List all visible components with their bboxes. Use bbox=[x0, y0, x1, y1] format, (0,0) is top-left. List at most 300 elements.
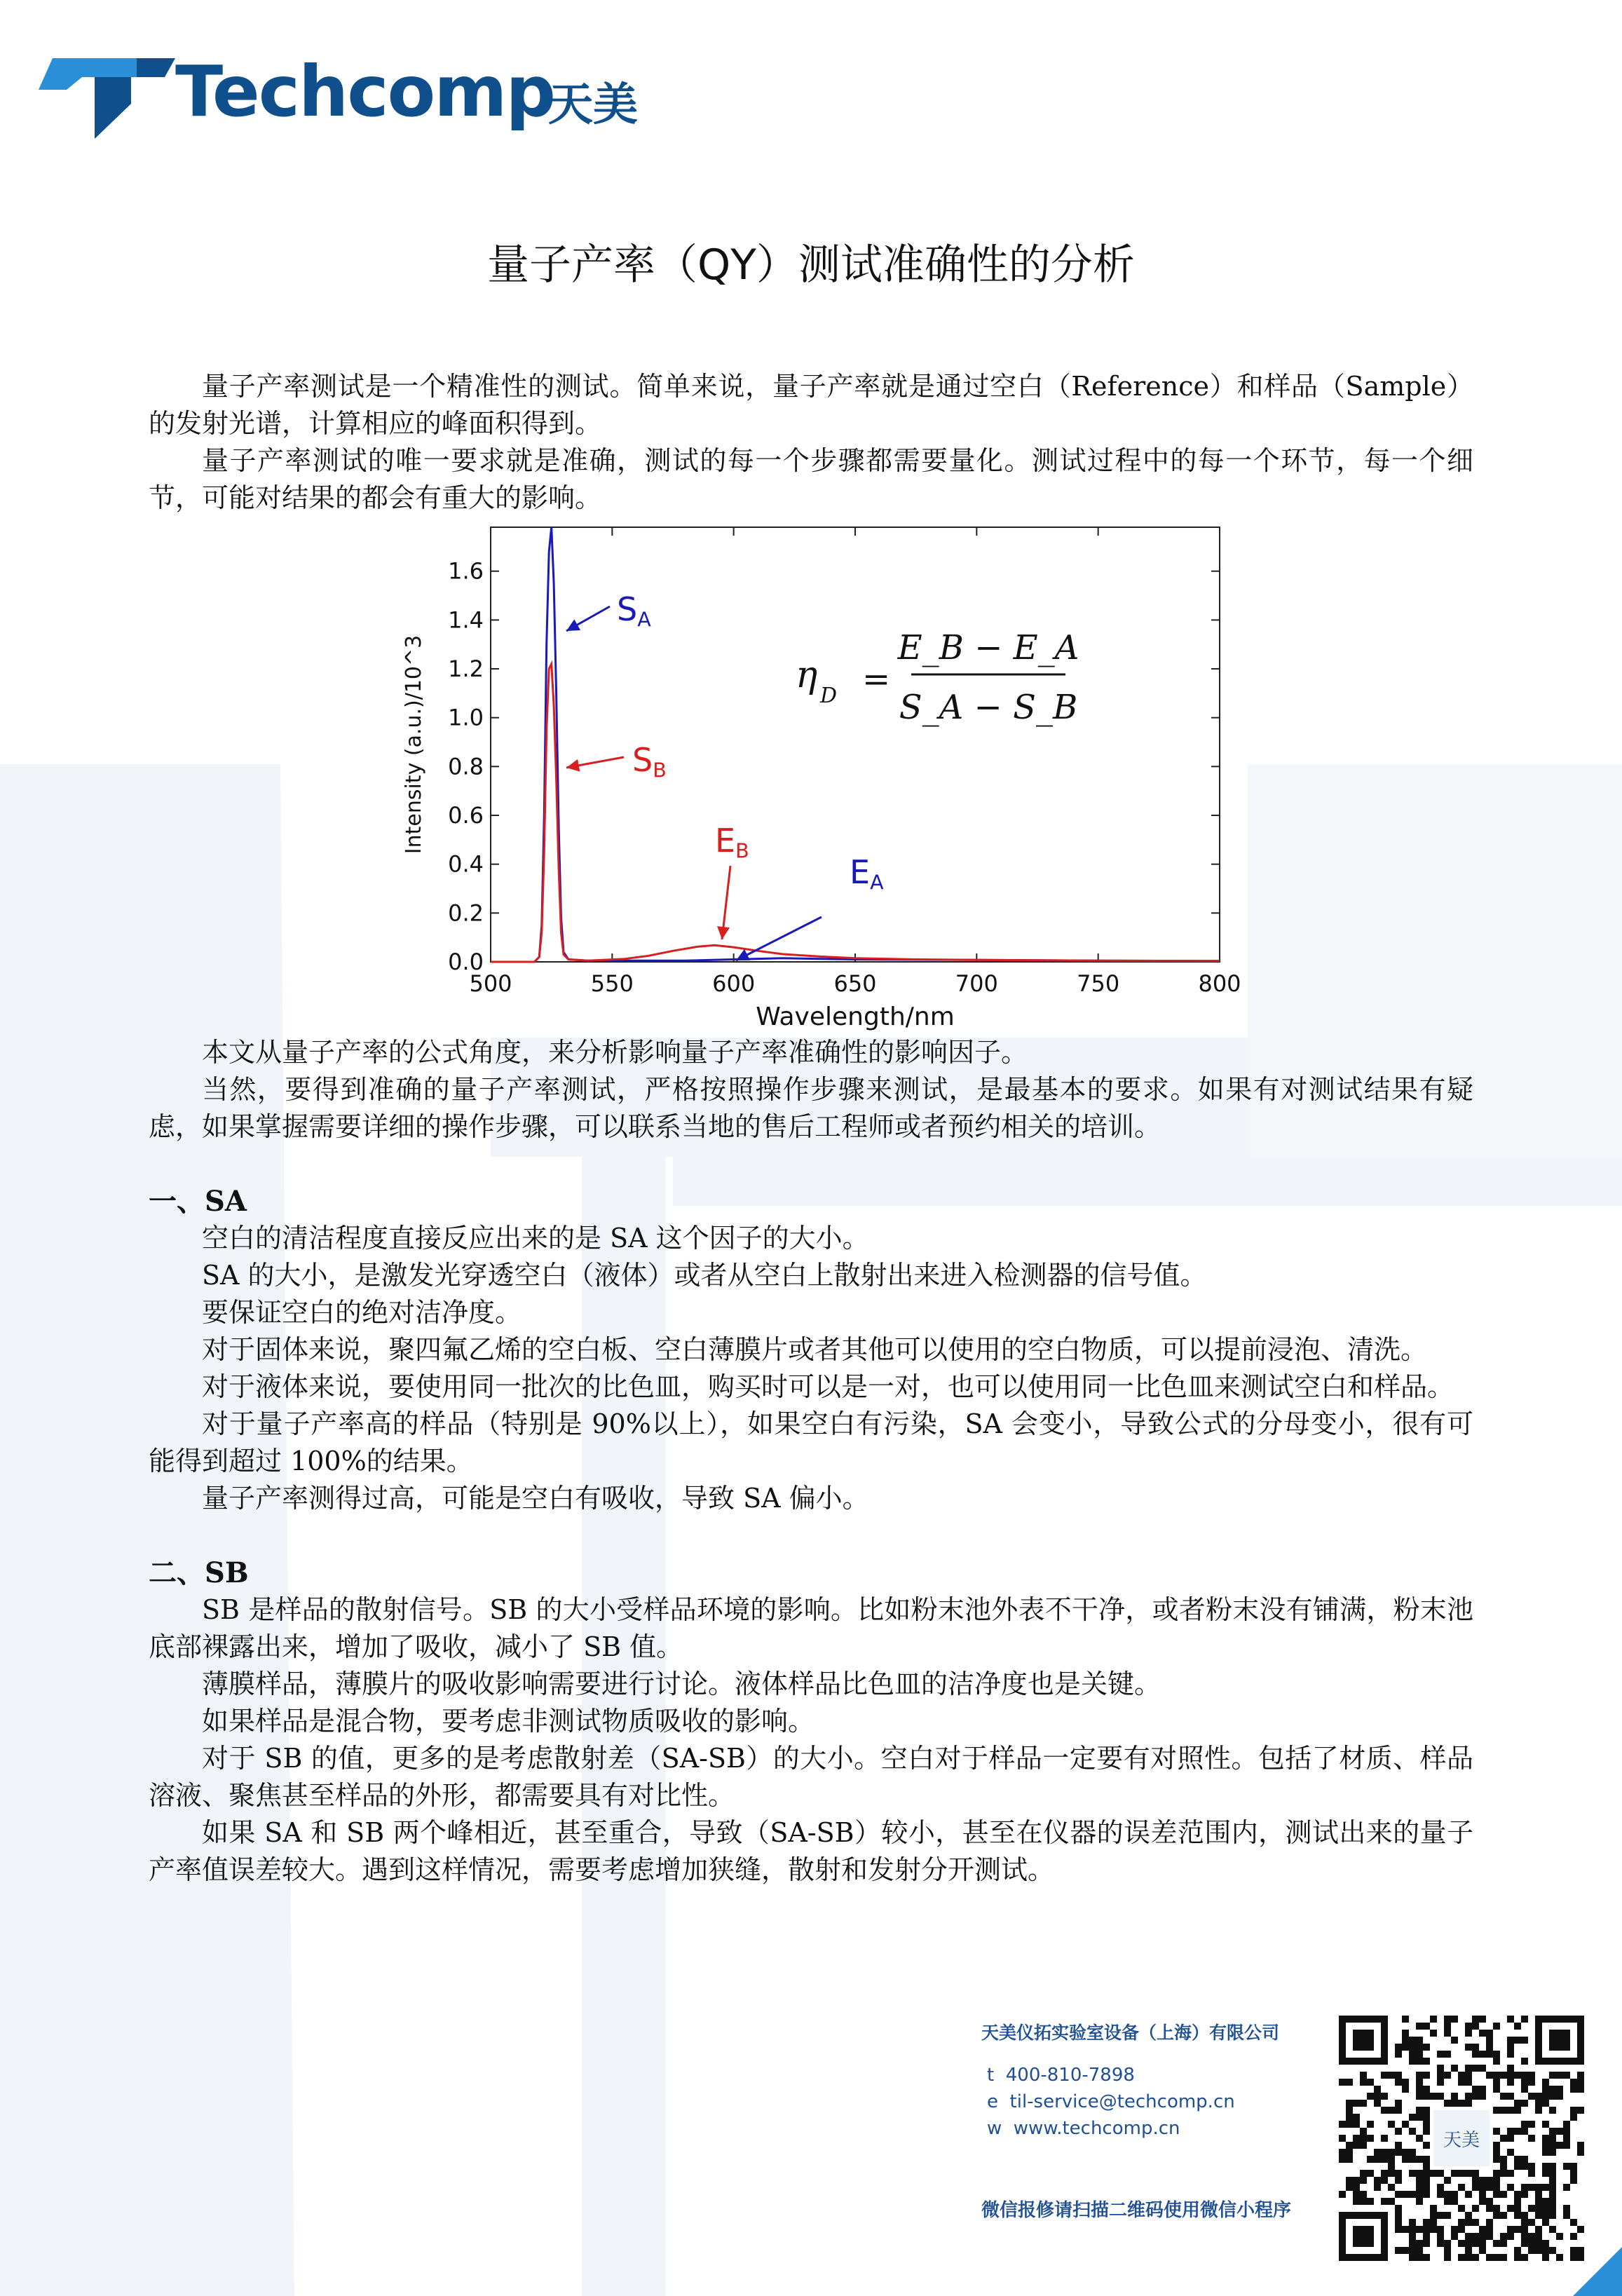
qr-module bbox=[1346, 2079, 1353, 2086]
qr-module bbox=[1388, 2107, 1395, 2114]
qr-module bbox=[1346, 2100, 1353, 2107]
qr-module bbox=[1444, 2100, 1451, 2107]
phone-label: t bbox=[987, 2065, 995, 2086]
qr-module bbox=[1521, 2191, 1528, 2198]
qr-module bbox=[1570, 2079, 1577, 2086]
qr-module bbox=[1549, 2247, 1556, 2254]
qr-module bbox=[1451, 2233, 1458, 2240]
qr-module bbox=[1542, 2184, 1549, 2191]
qr-module bbox=[1423, 2254, 1430, 2261]
qr-module bbox=[1542, 2163, 1549, 2170]
qr-module bbox=[1493, 2086, 1500, 2093]
qr-module bbox=[1388, 2156, 1395, 2163]
qr-module bbox=[1346, 2149, 1353, 2156]
section-heading-sb: 二、SB bbox=[149, 1556, 249, 1589]
qr-module bbox=[1570, 2086, 1577, 2093]
formula-lhs: η bbox=[796, 654, 818, 696]
qr-module bbox=[1535, 2247, 1542, 2254]
y-axis-label: Intensity (a.u.)/10^3 bbox=[402, 634, 426, 855]
qr-module bbox=[1528, 2219, 1535, 2226]
qr-module bbox=[1367, 2079, 1374, 2086]
qr-module bbox=[1542, 2212, 1549, 2219]
qr-module bbox=[1507, 2044, 1514, 2051]
qr-module bbox=[1465, 2247, 1472, 2254]
qr-module bbox=[1500, 2107, 1507, 2114]
qr-module bbox=[1486, 2072, 1493, 2079]
qr-module bbox=[1535, 2093, 1542, 2100]
qr-module bbox=[1542, 2149, 1549, 2156]
qr-module bbox=[1409, 2156, 1416, 2163]
qr-module bbox=[1416, 2107, 1423, 2114]
qr-module bbox=[1479, 2065, 1486, 2072]
qr-module bbox=[1444, 2072, 1451, 2079]
qr-module bbox=[1563, 2184, 1570, 2191]
qr-module bbox=[1409, 2114, 1416, 2121]
qr-module bbox=[1472, 2177, 1479, 2184]
qr-module bbox=[1493, 2177, 1500, 2184]
qr-module bbox=[1507, 2051, 1514, 2058]
qr-module bbox=[1542, 2093, 1549, 2100]
qr-module bbox=[1444, 2023, 1451, 2030]
brand-name-cn: 天美 bbox=[548, 79, 638, 131]
qr-module bbox=[1381, 2177, 1388, 2184]
qr-module bbox=[1458, 2219, 1465, 2226]
qr-module bbox=[1423, 2072, 1430, 2079]
qr-module bbox=[1563, 2205, 1570, 2212]
qr-module bbox=[1549, 2226, 1556, 2233]
qr-module bbox=[1535, 2107, 1542, 2114]
qr-module bbox=[1409, 2128, 1416, 2135]
qr-module bbox=[1507, 2107, 1514, 2114]
qr-module bbox=[1360, 2072, 1367, 2079]
qr-module bbox=[1423, 2156, 1430, 2163]
qr-module bbox=[1416, 2086, 1423, 2093]
qr-module bbox=[1465, 2044, 1472, 2051]
qr-module bbox=[1493, 2142, 1500, 2149]
qr-module bbox=[1493, 2240, 1500, 2247]
qr-module bbox=[1423, 2226, 1430, 2233]
footer-email bbox=[987, 2091, 1235, 2112]
qr-module bbox=[1521, 2156, 1528, 2163]
x-tick-label: 700 bbox=[955, 970, 998, 997]
qr-module bbox=[1563, 2212, 1570, 2219]
qr-module bbox=[1528, 2121, 1535, 2128]
qr-module bbox=[1570, 2170, 1577, 2177]
section-paragraph: 要保证空白的绝对洁净度。 bbox=[202, 1297, 522, 1328]
qr-module bbox=[1423, 2142, 1430, 2149]
qr-module bbox=[1437, 2072, 1444, 2079]
x-tick-label: 800 bbox=[1198, 970, 1241, 997]
qr-module bbox=[1360, 2177, 1367, 2184]
qr-module bbox=[1500, 2093, 1507, 2100]
annotation-label: EA bbox=[850, 853, 884, 895]
qr-module bbox=[1514, 2107, 1521, 2114]
qr-module bbox=[1346, 2184, 1353, 2191]
qr-module bbox=[1514, 2163, 1521, 2170]
qr-module bbox=[1493, 2023, 1500, 2030]
spectrum-chart-svg bbox=[379, 519, 1248, 1038]
y-tick-label: 0.2 bbox=[448, 899, 484, 927]
qr-module bbox=[1577, 2072, 1584, 2079]
qr-module bbox=[1493, 2058, 1500, 2065]
qr-module bbox=[1395, 2107, 1402, 2114]
qr-module bbox=[1542, 2240, 1549, 2247]
qr-module bbox=[1416, 2051, 1423, 2058]
qr-module bbox=[1444, 2254, 1451, 2261]
qr-module bbox=[1479, 2226, 1486, 2233]
qr-module bbox=[1423, 2233, 1430, 2240]
qr-module bbox=[1360, 2170, 1367, 2177]
qr-module bbox=[1423, 2170, 1430, 2177]
qr-module bbox=[1423, 2023, 1430, 2030]
section-paragraph: 如果样品是混合物，要考虑非测试物质吸收的影响。 bbox=[202, 1706, 815, 1737]
qr-module bbox=[1423, 2114, 1430, 2121]
qr-module bbox=[1360, 2142, 1367, 2149]
web-link[interactable]: www.techcomp.cn bbox=[1013, 2118, 1180, 2139]
y-tick-label: 0.6 bbox=[448, 802, 484, 829]
qr-module bbox=[1381, 2198, 1388, 2205]
qr-module bbox=[1570, 2107, 1577, 2114]
qr-module bbox=[1339, 2135, 1346, 2142]
qr-module bbox=[1528, 2079, 1535, 2086]
qr-module bbox=[1444, 2240, 1451, 2247]
qr-module bbox=[1507, 2128, 1514, 2135]
qr-module bbox=[1486, 2198, 1493, 2205]
qr-module bbox=[1549, 2107, 1556, 2114]
qr-module bbox=[1570, 2219, 1577, 2226]
phone-number[interactable]: 400-810-7898 bbox=[1005, 2065, 1135, 2086]
qr-module bbox=[1416, 2247, 1423, 2254]
qr-module bbox=[1402, 2226, 1409, 2233]
qr-module bbox=[1353, 2191, 1360, 2198]
qr-module bbox=[1458, 2079, 1465, 2086]
qr-module bbox=[1507, 2065, 1514, 2072]
qr-code-icon[interactable] bbox=[1339, 2016, 1584, 2261]
qr-module bbox=[1416, 2023, 1423, 2030]
qr-module bbox=[1500, 2135, 1507, 2142]
qr-module bbox=[1367, 2121, 1374, 2128]
qr-module bbox=[1360, 2135, 1367, 2142]
qr-module bbox=[1437, 2233, 1444, 2240]
qr-module bbox=[1388, 2072, 1395, 2079]
qr-module bbox=[1521, 2212, 1528, 2219]
qr-module bbox=[1521, 2086, 1528, 2093]
x-axis-label: Wavelength/nm bbox=[756, 1003, 955, 1031]
qr-module bbox=[1381, 2072, 1388, 2079]
qr-module bbox=[1346, 2114, 1353, 2121]
qr-module bbox=[1381, 2170, 1388, 2177]
section-sa-paragraphs bbox=[149, 1220, 1473, 1517]
qr-module bbox=[1521, 2254, 1528, 2261]
qr-module bbox=[1514, 2191, 1521, 2198]
qr-module bbox=[1416, 2037, 1423, 2044]
qr-module bbox=[1423, 2058, 1430, 2065]
qr-module bbox=[1374, 2177, 1381, 2184]
qr-module bbox=[1451, 2226, 1458, 2233]
qr-module bbox=[1549, 2072, 1556, 2079]
qr-module bbox=[1381, 2149, 1388, 2156]
qr-module bbox=[1423, 2191, 1430, 2198]
qr-module bbox=[1374, 2156, 1381, 2163]
qr-module bbox=[1556, 2086, 1563, 2093]
qr-module bbox=[1507, 2037, 1514, 2044]
formula-denominator: S_A − S_B bbox=[899, 688, 1078, 727]
plot-frame bbox=[491, 527, 1220, 962]
qr-module bbox=[1521, 2219, 1528, 2226]
qr-module bbox=[1486, 2254, 1493, 2261]
qr-module bbox=[1339, 2191, 1346, 2198]
qr-module bbox=[1514, 2198, 1521, 2205]
qr-module bbox=[1486, 2233, 1493, 2240]
footer-wechat-note: 微信报修请扫描二维码使用微信小程序 bbox=[981, 2200, 1292, 2221]
qr-module bbox=[1444, 2051, 1451, 2058]
qr-module bbox=[1402, 2156, 1409, 2163]
section-paragraph: 对于液体来说，要使用同一批次的比色皿，购买时可以是一对，也可以使用同一比色皿来测试空白和样品。 bbox=[202, 1371, 1454, 1402]
qr-module bbox=[1430, 2219, 1437, 2226]
x-tick-label: 600 bbox=[712, 970, 756, 997]
qr-module bbox=[1563, 2163, 1570, 2170]
qr-module bbox=[1479, 2051, 1486, 2058]
qr-module bbox=[1423, 2240, 1430, 2247]
qr-module bbox=[1493, 2079, 1500, 2086]
x-tick-label: 500 bbox=[469, 970, 512, 997]
qr-module bbox=[1556, 2233, 1563, 2240]
formula-lhs-sub: D bbox=[820, 684, 838, 708]
qr-module bbox=[1409, 2037, 1416, 2044]
qr-module bbox=[1472, 2023, 1479, 2030]
qr-module bbox=[1430, 2093, 1437, 2100]
qr-module bbox=[1353, 2184, 1360, 2191]
qr-module bbox=[1528, 2072, 1535, 2079]
y-tick-label: 1.2 bbox=[448, 655, 484, 683]
qr-module bbox=[1458, 2100, 1465, 2107]
qr-module bbox=[1395, 2205, 1402, 2212]
qr-module bbox=[1416, 2254, 1423, 2261]
qr-module bbox=[1416, 2177, 1423, 2184]
qr-module bbox=[1542, 2100, 1549, 2107]
qr-module bbox=[1563, 2072, 1570, 2079]
qr-module bbox=[1549, 2198, 1556, 2205]
qr-module bbox=[1577, 2086, 1584, 2093]
qr-module bbox=[1395, 2100, 1402, 2107]
qr-module bbox=[1521, 2184, 1528, 2191]
email-address[interactable]: til-service@techcomp.cn bbox=[1009, 2091, 1235, 2112]
qr-module bbox=[1465, 2093, 1472, 2100]
qr-module bbox=[1542, 2142, 1549, 2149]
qr-center-label: 天美 bbox=[1443, 2130, 1480, 2151]
section-heading-sa: 一、SA bbox=[149, 1185, 247, 1218]
qr-module bbox=[1563, 2128, 1570, 2135]
qr-module bbox=[1430, 2170, 1437, 2177]
qr-module bbox=[1395, 2044, 1402, 2051]
qr-module bbox=[1367, 2156, 1374, 2163]
qr-module bbox=[1423, 2107, 1430, 2114]
qr-module bbox=[1360, 2128, 1367, 2135]
qr-module bbox=[1556, 2142, 1563, 2149]
qr-module bbox=[1444, 2030, 1451, 2037]
qr-module bbox=[1493, 2107, 1500, 2114]
qr-module bbox=[1493, 2156, 1500, 2163]
qr-module bbox=[1521, 2058, 1528, 2065]
qr-module bbox=[1479, 2016, 1486, 2023]
qr-module bbox=[1346, 2107, 1353, 2114]
qr-module bbox=[1577, 2079, 1584, 2086]
qr-module bbox=[1542, 2219, 1549, 2226]
qr-module bbox=[1423, 2044, 1430, 2051]
qr-module bbox=[1479, 2086, 1486, 2093]
qr-module bbox=[1402, 2149, 1409, 2156]
qr-module bbox=[1486, 2177, 1493, 2184]
qr-module bbox=[1549, 2086, 1556, 2093]
qr-module bbox=[1437, 2240, 1444, 2247]
qr-module bbox=[1416, 2135, 1423, 2142]
qr-module bbox=[1395, 2142, 1402, 2149]
qr-module bbox=[1374, 2086, 1381, 2093]
qr-module bbox=[1374, 2184, 1381, 2191]
qr-module bbox=[1577, 2149, 1584, 2156]
qr-module bbox=[1388, 2184, 1395, 2191]
qr-module bbox=[1360, 2079, 1367, 2086]
qr-module bbox=[1472, 2233, 1479, 2240]
qr-module bbox=[1514, 2254, 1521, 2261]
qr-module bbox=[1395, 2128, 1402, 2135]
qr-module bbox=[1374, 2149, 1381, 2156]
qr-module bbox=[1409, 2240, 1416, 2247]
qr-module bbox=[1535, 2184, 1542, 2191]
qr-module bbox=[1542, 2170, 1549, 2177]
qr-module bbox=[1416, 2079, 1423, 2086]
qr-module bbox=[1423, 2219, 1430, 2226]
qr-module bbox=[1542, 2198, 1549, 2205]
qr-module bbox=[1472, 2205, 1479, 2212]
qr-module bbox=[1486, 2184, 1493, 2191]
qr-module bbox=[1423, 2093, 1430, 2100]
qr-module bbox=[1395, 2226, 1402, 2233]
qr-module bbox=[1409, 2226, 1416, 2233]
qr-module bbox=[1395, 2177, 1402, 2184]
qr-module bbox=[1507, 2170, 1514, 2177]
qr-module bbox=[1486, 2037, 1493, 2044]
qr-module bbox=[1395, 2149, 1402, 2156]
qr-module bbox=[1514, 2156, 1521, 2163]
qr-module bbox=[1444, 2247, 1451, 2254]
qr-module bbox=[1416, 2184, 1423, 2191]
qr-module bbox=[1514, 2072, 1521, 2079]
qr-module bbox=[1465, 2030, 1472, 2037]
qr-module bbox=[1451, 2100, 1458, 2107]
qr-module bbox=[1465, 2254, 1472, 2261]
qr-module bbox=[1465, 2233, 1472, 2240]
qr-module bbox=[1542, 2086, 1549, 2093]
qr-module bbox=[1409, 2058, 1416, 2065]
techcomp-logo-icon bbox=[39, 48, 179, 146]
qr-module bbox=[1472, 2219, 1479, 2226]
qr-module bbox=[1556, 2254, 1563, 2261]
qr-module bbox=[1542, 2079, 1549, 2086]
qr-module bbox=[1500, 2170, 1507, 2177]
qr-module bbox=[1472, 2016, 1479, 2023]
qr-module bbox=[1458, 2184, 1465, 2191]
qr-module bbox=[1465, 2100, 1472, 2107]
qr-module bbox=[1409, 2247, 1416, 2254]
y-tick-label: 0.8 bbox=[448, 753, 484, 780]
qr-module bbox=[1346, 2142, 1353, 2149]
qr-module bbox=[1549, 2128, 1556, 2135]
qr-module bbox=[1500, 2233, 1507, 2240]
qr-module bbox=[1416, 2093, 1423, 2100]
qr-module bbox=[1528, 2233, 1535, 2240]
qr-module bbox=[1535, 2198, 1542, 2205]
qr-module bbox=[1465, 2079, 1472, 2086]
qr-module bbox=[1507, 2016, 1514, 2023]
qr-module bbox=[1493, 2149, 1500, 2156]
qr-module bbox=[1479, 2030, 1486, 2037]
qr-module bbox=[1577, 2226, 1584, 2233]
qr-module bbox=[1437, 2170, 1444, 2177]
qr-module bbox=[1360, 2100, 1367, 2107]
qr-module bbox=[1423, 2121, 1430, 2128]
qr-module bbox=[1493, 2051, 1500, 2058]
qr-module bbox=[1472, 2240, 1479, 2247]
qr-module bbox=[1339, 2079, 1346, 2086]
qr-module bbox=[1353, 2121, 1360, 2128]
qr-module bbox=[1493, 2184, 1500, 2191]
qr-module bbox=[1549, 2184, 1556, 2191]
y-tick-label: 1.6 bbox=[448, 557, 484, 585]
qr-module bbox=[1381, 2107, 1388, 2114]
qr-module bbox=[1402, 2030, 1409, 2037]
qr-module bbox=[1521, 2016, 1528, 2023]
qr-module bbox=[1437, 2093, 1444, 2100]
qr-module bbox=[1402, 2037, 1409, 2044]
y-tick-label: 1.0 bbox=[448, 704, 484, 731]
qr-module bbox=[1486, 2226, 1493, 2233]
qr-module bbox=[1416, 2240, 1423, 2247]
qr-module bbox=[1549, 2149, 1556, 2156]
qr-module bbox=[1528, 2240, 1535, 2247]
qr-module bbox=[1353, 2142, 1360, 2149]
section-paragraph: SB 是样品的散射信号。SB 的大小受样品环境的影响。比如粉末池外表不干净，或者粉末没有铺满，粉末池底部裸露出来，增加了吸收，减小了 SB 值。 bbox=[149, 1594, 1473, 1662]
qr-module bbox=[1507, 2135, 1514, 2142]
annotation-label: SA bbox=[617, 590, 651, 632]
section-paragraph: 对于 SB 的值，更多的是考虑散射差（SA-SB）的大小。空白对于样品一定要有对照性。包括了材质、样品溶液、聚焦甚至样品的外形，都需要具有对比性。 bbox=[149, 1743, 1473, 1811]
qr-module bbox=[1570, 2163, 1577, 2170]
qr-module bbox=[1514, 2212, 1521, 2219]
qr-module bbox=[1500, 2191, 1507, 2198]
qr-module bbox=[1528, 2205, 1535, 2212]
qr-module bbox=[1521, 2240, 1528, 2247]
qr-module bbox=[1444, 2191, 1451, 2198]
qr-finder-core bbox=[1353, 2030, 1374, 2051]
qr-module bbox=[1430, 2212, 1437, 2219]
qr-module bbox=[1346, 2156, 1353, 2163]
qr-module bbox=[1395, 2051, 1402, 2058]
qr-module bbox=[1479, 2093, 1486, 2100]
qr-module bbox=[1451, 2016, 1458, 2023]
qr-module bbox=[1479, 2240, 1486, 2247]
qr-module bbox=[1367, 2135, 1374, 2142]
qr-module bbox=[1388, 2170, 1395, 2177]
qr-module bbox=[1507, 2184, 1514, 2191]
qr-module bbox=[1458, 2072, 1465, 2079]
qr-module bbox=[1465, 2065, 1472, 2072]
qr-module bbox=[1514, 2023, 1521, 2030]
qr-module bbox=[1416, 2198, 1423, 2205]
qr-module bbox=[1549, 2093, 1556, 2100]
email-label: e bbox=[987, 2091, 998, 2112]
qr-module bbox=[1451, 2191, 1458, 2198]
qr-module bbox=[1521, 2037, 1528, 2044]
